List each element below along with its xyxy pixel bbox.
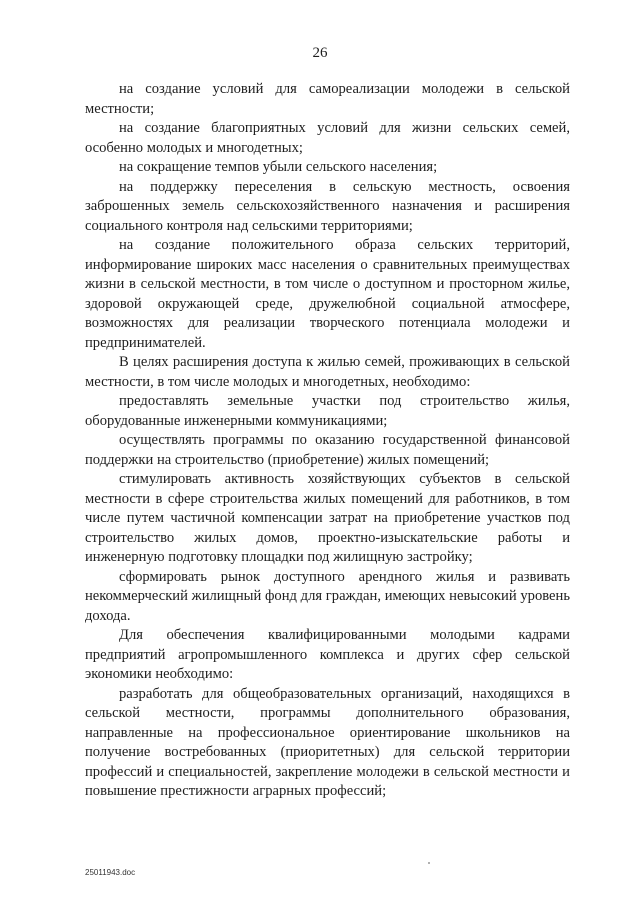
scan-speck [428, 862, 430, 864]
paragraph: Для обеспечения квалифицированными молодыми кадрами предприятий агропромышленного комплекса и других сфер сельской экономики необходимо: [85, 627, 570, 682]
paragraph: на создание условий для самореализации молодежи в сельской местности; [85, 81, 570, 117]
paragraph: В целях расширения доступа к жилью семей, проживающих в сельской местности, в том числе молодых и многодетных, необходимо: [85, 354, 570, 390]
document-file-code: 25011943.doc [85, 868, 136, 877]
document-body [85, 80, 570, 802]
paragraph: разработать для общеобразовательных организаций, находящихся в сельской местности, программы дополнительного образования, направленные на профессиональное ориентирование школьников на получение востребованных (приоритетных) для сельской территории профессий и специальностей, закрепление молодежи в сельской местности и повышение престижности аграрных профессий; [85, 685, 570, 799]
paragraph: осуществлять программы по оказанию государственной финансовой поддержки на строительство (приобретение) жилых помещений; [85, 432, 570, 468]
page-number: 26 [312, 45, 328, 61]
paragraph: предоставлять земельные участки под строительство жилья, оборудованные инженерными коммуникациями; [85, 393, 570, 429]
paragraph: на сокращение темпов убыли сельского населения; [119, 159, 438, 175]
paragraph: на создание положительного образа сельских территорий, информирование широких масс населения о сравнительных преимуществах жизни в сельской местности, в том числе о доступном и просторном жилье, здоровой окружающей среде, дружелюбной социальной атмосфере, возможностях для реализации творческого потенциала молодежи и предпринимателей. [85, 237, 570, 351]
paragraph: на поддержку переселения в сельскую местность, освоения заброшенных земель сельскохозяйственного назначения и расширения социального контроля над сельскими территориями; [85, 178, 570, 234]
paragraph: сформировать рынок доступного арендного жилья и развивать некоммерческий жилищный фонд для граждан, имеющих невысокий уровень дохода. [85, 568, 570, 624]
paragraph: на создание благоприятных условий для жизни сельских семей, особенно молодых и многодетных; [85, 120, 570, 156]
paragraph: стимулировать активность хозяйствующих субъектов в сельской местности в сфере строительства жилых помещений для работников, в том числе путем частичной компенсации затрат на приобретение участков под строительство жилых домов, проектно-изыскательские работы и инженерную подготовку площадки под жилищную застройку; [85, 471, 570, 565]
